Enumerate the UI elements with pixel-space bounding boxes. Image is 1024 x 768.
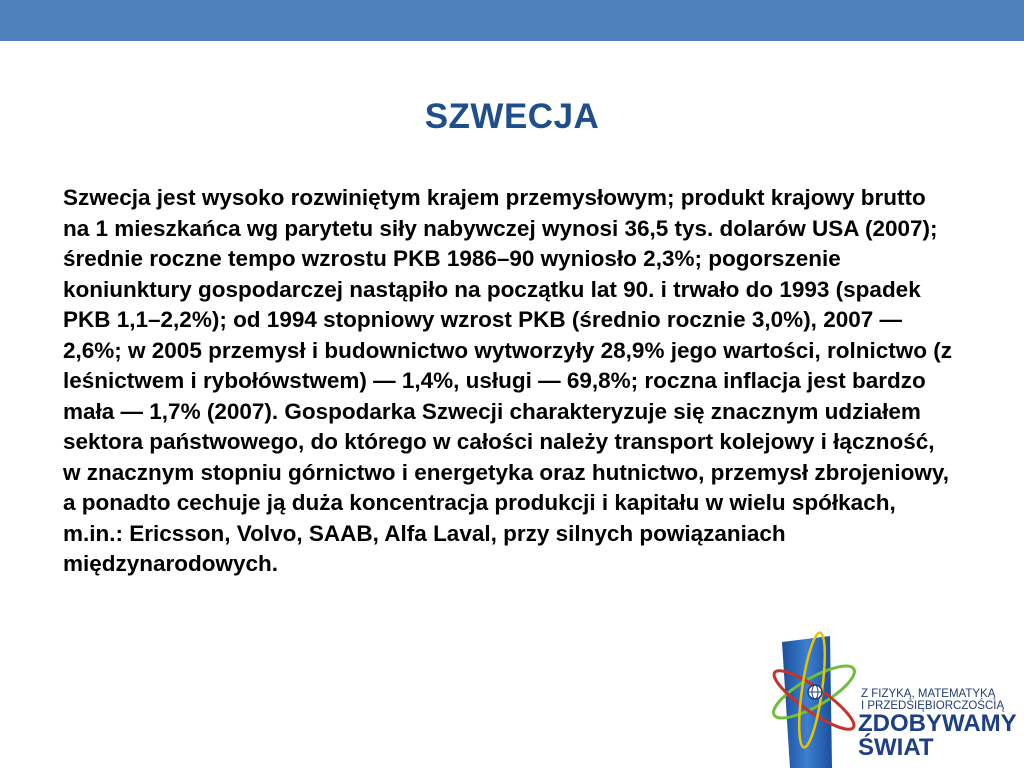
logo-tagline-line2: I PRZEDSIĘBIORCZOŚCIĄ: [861, 700, 1005, 712]
logo-name-line2: ŚWIAT: [858, 734, 934, 761]
logo-tagline-line1: Z FIZYKĄ, MATEMATYKĄ: [861, 688, 996, 700]
globe-icon: [808, 685, 822, 699]
logo-name-line1: ZDOBYWAMY: [858, 710, 1017, 737]
top-bar: [0, 0, 1024, 41]
slide-title: SZWECJA: [424, 97, 600, 136]
slide-body-text: Szwecja jest wysoko rozwiniętym krajem przemysłowym; produkt krajowy brutto na 1 mieszkańca wg parytetu siły nabywczej wynosi 36,5 tys. dolarów USA (2007); średnie roczne tempo wzrostu PKB 1986–90 wyniosło 2,3%; pogorszenie koniunktury gospodarczej nastąpiło na początku lat 90. i trwało do 1993 (spadek PKB 1,1–2,2%); od 1994 stopniowy wzrost PKB (średnio rocznie 3,0%), 2007 — 2,6%; w 2005 przemysł i budownictwo wytworzyły 28,9% jego wartości, rolnictwo (z leśnictwem i rybołówstwem) — 1,4%, usługi — 69,8%; roczna inflacja jest bardzo mała — 1,7% (2007). Gospodarka Szwecji charakteryzuje się znacznym udziałem sektora państwowego, do którego w całości należy transport kolejowy i łączność, w znacznym stopniu górnictwo i energetyka oraz hutnictwo, przemysł zbrojeniowy, a ponadto cechuje ją duża koncentracja produkcji i kapitału w wielu spółkach, m.in.: Ericsson, Volvo, SAAB, Alfa Laval, przy silnych powiązaniach międzynarodowych.: [63, 185, 952, 576]
